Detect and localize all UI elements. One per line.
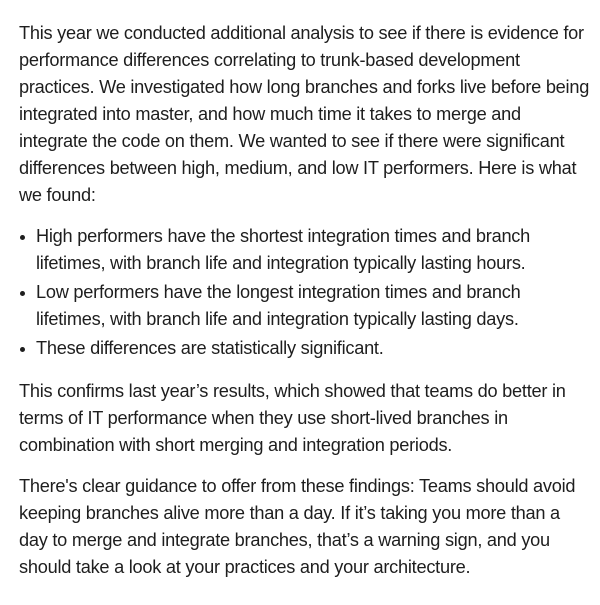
finding-item: Low performers have the longest integration times and branch lifetimes, with branch life and integration typically lasting days. — [19, 279, 590, 333]
intro-paragraph: This year we conducted additional analysis to see if there is evidence for performance differences correlating to trunk-based development practices. We investigated how long branches and forks live before being integrated into master, and how much time it takes to merge and integrate the code on them. We wanted to see if there were significant differences between high, medium, and low IT performers. Here is what we found: — [19, 23, 590, 205]
findings-list — [19, 223, 590, 362]
guidance-paragraph: There's clear guidance to offer from these findings: Teams should avoid keeping branches alive more than a day. If it’s taking you more than a day to merge and integrate branches, that’s a warning sign, and you should take a look at your practices and your architecture. — [19, 476, 576, 577]
finding-item: These differences are statistically significant. — [19, 335, 590, 362]
finding-item: High performers have the shortest integration times and branch lifetimes, with branch life and integration typically lasting hours. — [19, 223, 590, 277]
confirmation-paragraph: This confirms last year’s results, which showed that teams do better in terms of IT performance when they use short-lived branches in combination with short merging and integration periods. — [19, 381, 566, 455]
